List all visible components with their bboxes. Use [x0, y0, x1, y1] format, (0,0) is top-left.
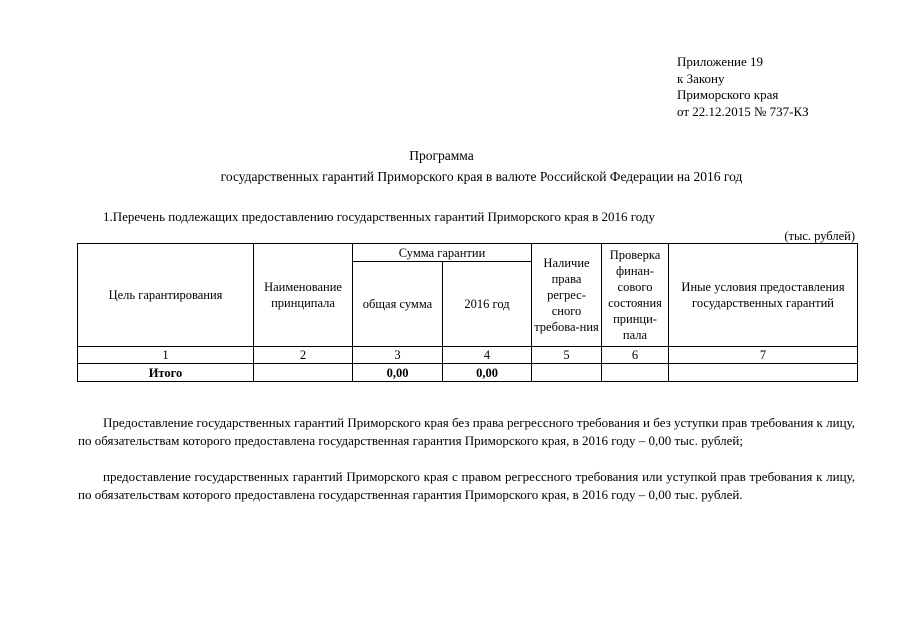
- header-check: Проверка финан-сового состояния принци-пала: [602, 244, 669, 347]
- appendix-line-3: Приморского края: [677, 87, 779, 102]
- header-regress: Наличие права регрес-сного требова-ния: [532, 244, 602, 347]
- document-subtitle: государственных гарантий Приморского края в валюте Российской Федерации на 2016 год: [220, 169, 743, 184]
- guarantees-table: [77, 243, 858, 382]
- total-check: [602, 364, 669, 382]
- total-2016-value: 0,00: [443, 364, 532, 382]
- header-other: Иные условия предоставления государственных гарантий: [669, 244, 858, 347]
- appendix-line-2: к Закону: [677, 70, 725, 86]
- header-goal: Цель гарантирования: [78, 244, 254, 347]
- column-number: 6: [602, 347, 669, 364]
- table-row: [78, 364, 858, 382]
- total-label: Итого: [78, 364, 254, 382]
- paragraph-text: Предоставление государственных гарантий Приморского края без права регрессного требования и без уступки прав требования к лицу, по обязательствам которого предоставлена государственная гарантия Приморского края, в 2016 году – 0,00 тыс. рублей;: [78, 415, 855, 448]
- document-title: Программа: [409, 148, 474, 163]
- paragraph-text: предоставление государственных гарантий Приморского края с правом регрессного требования или уступкой прав требования к лицу, по обязательствам которого предоставлена государственная гарантия Приморского края, в 2016 году – 0,00 тыс. рублей.: [78, 469, 855, 502]
- column-number: 1: [78, 347, 254, 364]
- column-number: 4: [443, 347, 532, 364]
- column-number: 7: [669, 347, 858, 364]
- header-principal: Наименование принципала: [254, 244, 353, 347]
- appendix-line-4: от 22.12.2015 № 737-КЗ: [677, 103, 809, 119]
- total-principal: [254, 364, 353, 382]
- header-sum-group: Сумма гарантии: [353, 244, 532, 262]
- header-total-sum: общая сумма: [353, 262, 443, 347]
- appendix-block: [677, 54, 809, 120]
- paragraph-with-regress: [78, 468, 855, 503]
- list-title: 1.Перечень подлежащих предоставлению государственных гарантий Приморского края в 2016 году: [103, 209, 656, 224]
- total-sum-value: 0,00: [353, 364, 443, 382]
- total-other: [669, 364, 858, 382]
- header-year-2016: 2016 год: [443, 262, 532, 347]
- column-number: 3: [353, 347, 443, 364]
- total-regress: [532, 364, 602, 382]
- table-header-row-1: [78, 244, 858, 262]
- units-label: (тыс. рублей): [784, 229, 855, 243]
- column-number: 5: [532, 347, 602, 364]
- table-number-row: [78, 347, 858, 364]
- column-number: 2: [254, 347, 353, 364]
- appendix-line-1: Приложение 19: [677, 54, 764, 69]
- paragraph-no-regress: [78, 414, 855, 449]
